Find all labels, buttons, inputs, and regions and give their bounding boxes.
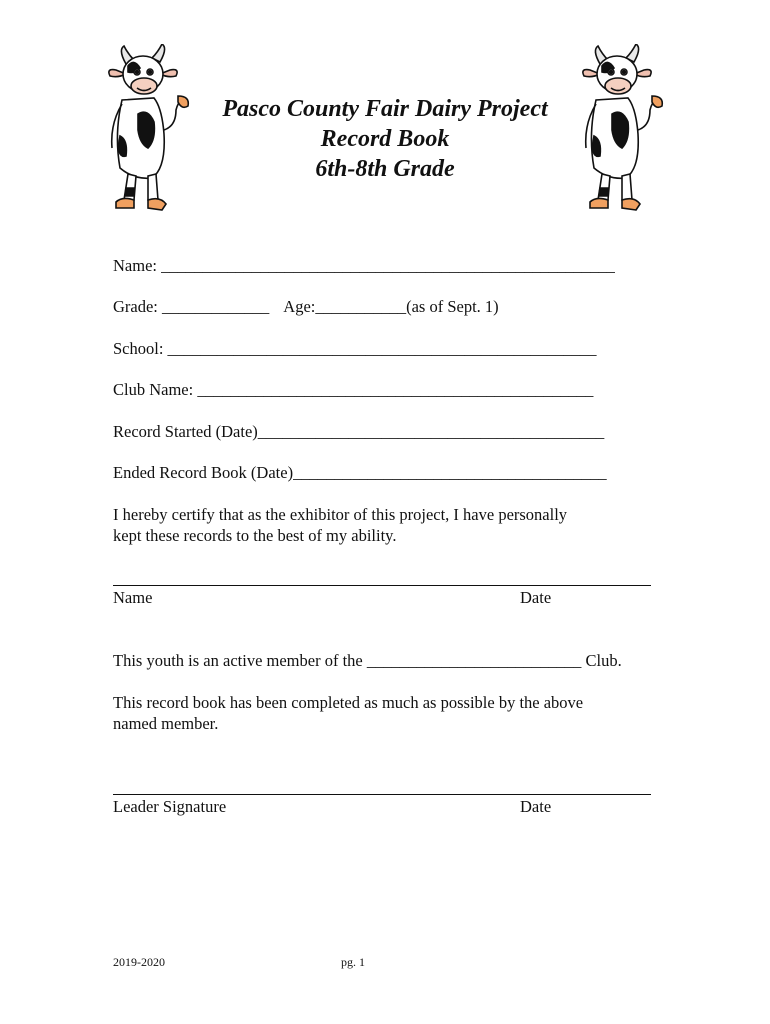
footer-page-number: pg. 1 (341, 955, 365, 969)
grade-age-row (113, 297, 499, 317)
record-started-field[interactable]: Record Started (Date)__________________________________________ (113, 422, 605, 441)
document-title (180, 94, 590, 184)
footer-year: 2019-2020 (113, 955, 165, 969)
completion-statement (113, 692, 673, 734)
grade-field[interactable]: Grade: _____________ (113, 297, 270, 316)
club-name-field[interactable]: Club Name: ________________________________________________ (113, 380, 594, 399)
exhibitor-signature-line[interactable] (113, 585, 651, 586)
leader-signature-label: Leader Signature (113, 797, 227, 816)
membership-statement[interactable]: This youth is an active member of the __________________________ Club. (113, 651, 622, 670)
exhibitor-name-label: Name (113, 588, 153, 607)
cow-illustration-right (578, 44, 670, 214)
name-field[interactable]: Name: _______________________________________________________ (113, 256, 615, 275)
title-line-1: Pasco County Fair Dairy Project (222, 96, 548, 122)
completion-line-2: named member. (113, 714, 219, 733)
leader-date-label: Date (520, 797, 552, 816)
school-field[interactable]: School: ____________________________________________________ (113, 339, 597, 358)
title-line-2: Record Book (320, 126, 450, 152)
ended-record-field[interactable]: Ended Record Book (Date)______________________________________ (113, 463, 607, 482)
completion-line-1: This record book has been completed as much as possible by the above (113, 693, 584, 712)
title-line-3: 6th-8th Grade (315, 156, 455, 182)
certify-line-1: I hereby certify that as the exhibitor of this project, I have personally (113, 505, 568, 524)
certify-line-2: kept these records to the best of my ability. (113, 526, 397, 545)
certify-statement (113, 504, 673, 546)
exhibitor-date-label: Date (520, 588, 552, 607)
leader-signature-line[interactable] (113, 794, 651, 795)
age-field[interactable]: Age:___________(as of Sept. 1) (283, 297, 499, 316)
